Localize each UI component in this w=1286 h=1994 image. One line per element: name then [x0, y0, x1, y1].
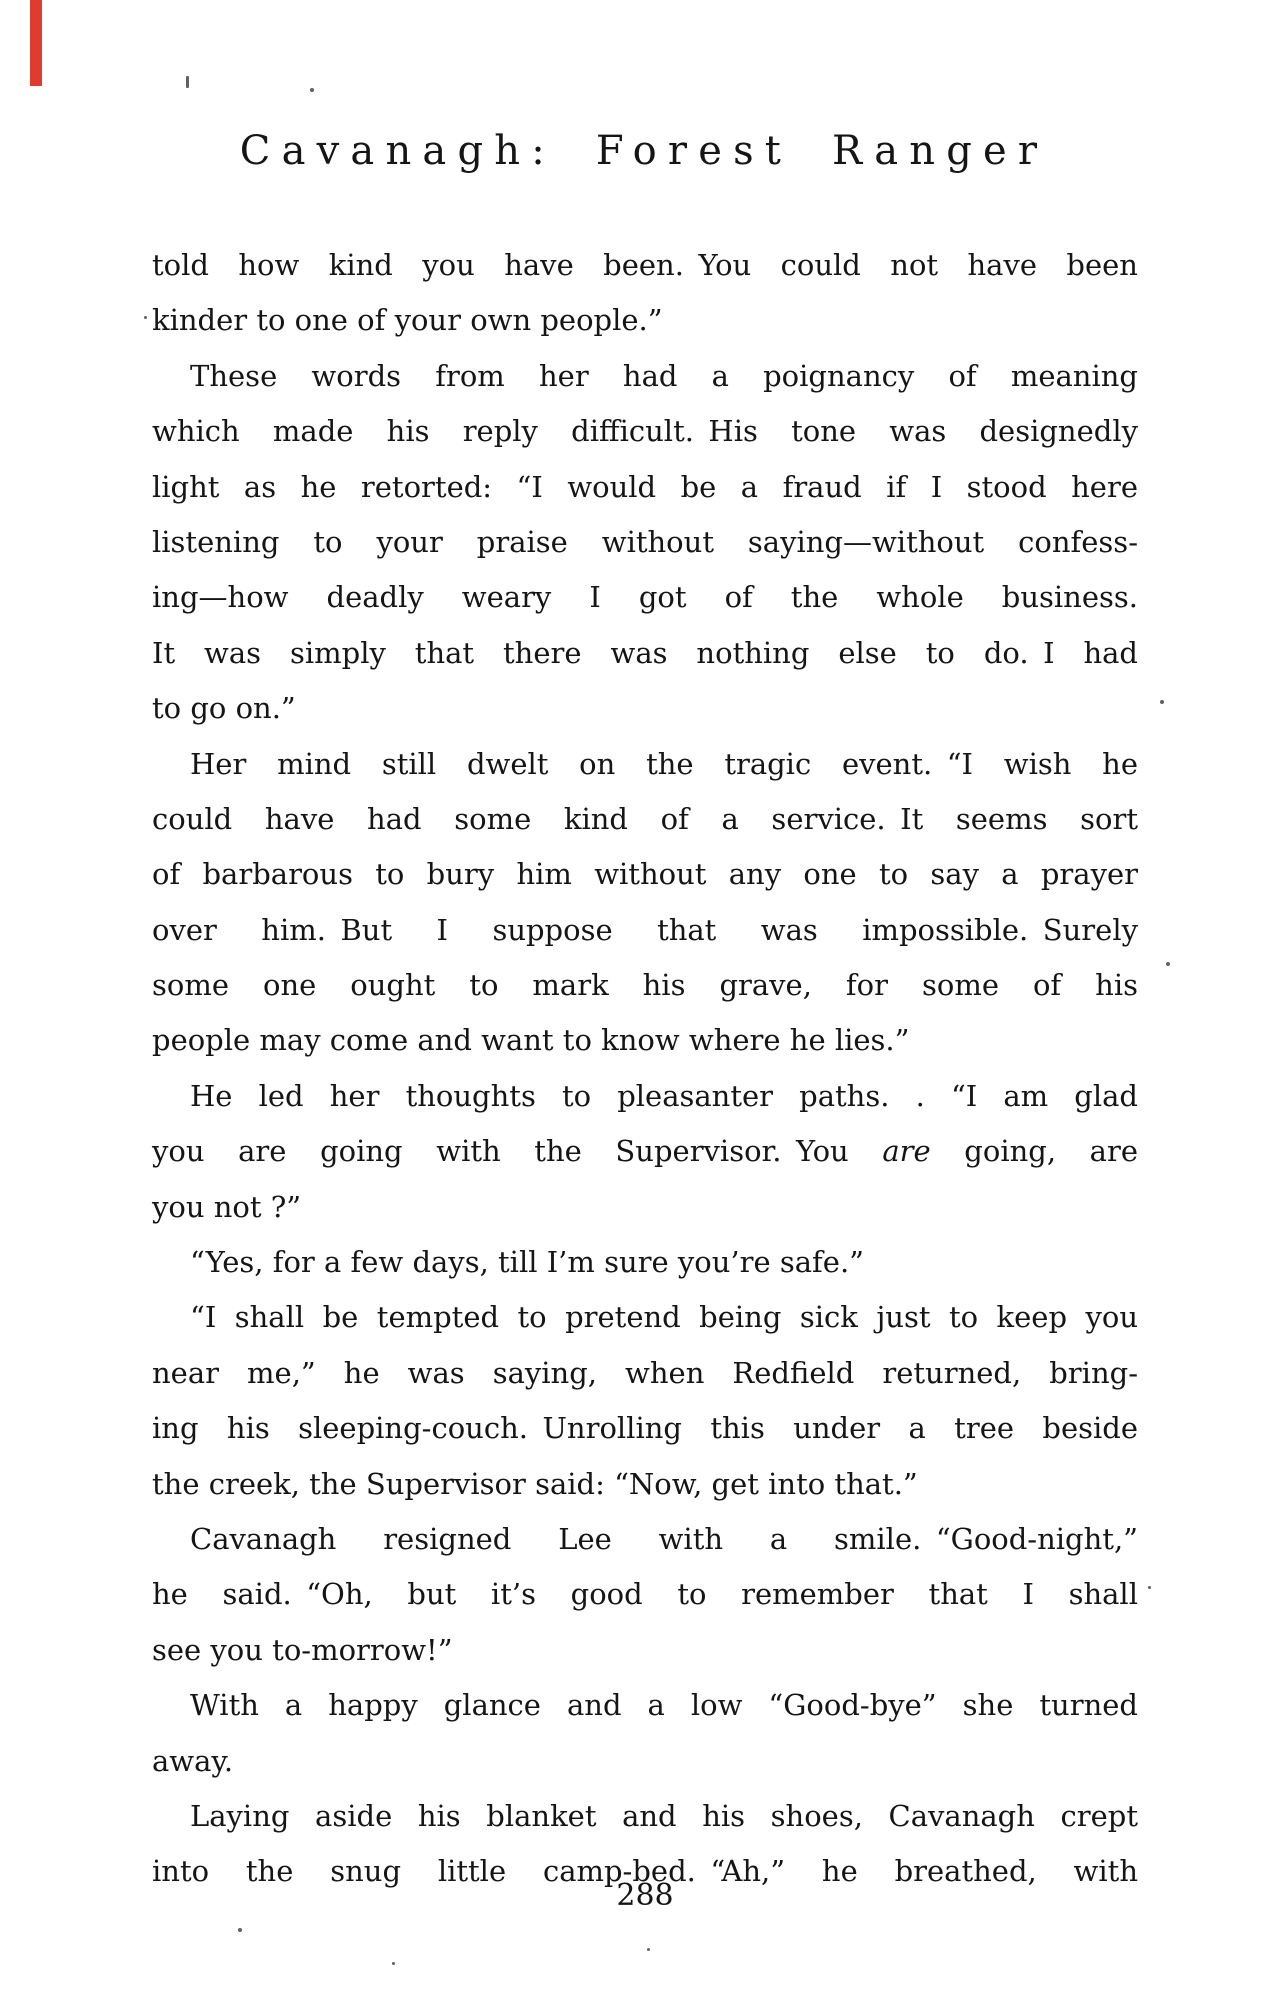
text-segment: With a happy glance and a low “Good-bye” she turned: [190, 1688, 1138, 1723]
text-segment: the creek, the Supervisor said: “Now, get into that.”: [152, 1466, 918, 1501]
text-segment: into the snug little camp-bed. “Ah,” he breathed, with: [152, 1854, 1138, 1889]
text-line: [152, 1678, 1138, 1733]
text-segment: some one ought to mark his grave, for some of his: [152, 968, 1138, 1003]
text-line: [152, 293, 1138, 348]
text-line: [152, 903, 1138, 958]
text-line: [152, 1567, 1138, 1622]
running-head-title: Cavanagh: Forest Ranger: [239, 128, 1049, 174]
text-line: [152, 1346, 1138, 1401]
text-segment: could have had some kind of a service. It seems sort: [152, 801, 1138, 836]
text-block: [152, 238, 1138, 1900]
text-segment: he said. “Oh, but it’s good to remember that I shall: [152, 1577, 1138, 1612]
text-line: [152, 1290, 1138, 1345]
text-line: [152, 404, 1138, 459]
text-line: [152, 737, 1138, 792]
text-line: [152, 349, 1138, 404]
text-segment: you not ?”: [152, 1189, 302, 1224]
text-segment: see you to-morrow!”: [152, 1632, 453, 1667]
scan-speck: [392, 1962, 395, 1965]
text-segment: people may come and want to know where he lies.”: [152, 1023, 910, 1058]
text-line: [152, 1124, 1138, 1179]
italic-word: are: [882, 1134, 931, 1169]
text-segment: going, are: [930, 1134, 1138, 1169]
text-line: [152, 626, 1138, 681]
scan-speck: [238, 1928, 242, 1932]
scan-speck: [647, 1948, 650, 1951]
text-line: [152, 515, 1138, 570]
text-segment: It was simply that there was nothing else to do. I had: [152, 635, 1138, 670]
scan-speck: [310, 88, 314, 92]
text-line: [152, 570, 1138, 625]
page-number: 288: [616, 1878, 674, 1913]
text-segment: He led her thoughts to pleasanter paths. . “I am glad: [190, 1078, 1138, 1113]
scan-speck: [186, 76, 189, 88]
text-line: [152, 1013, 1138, 1068]
text-line: [152, 1789, 1138, 1844]
text-line: [152, 1734, 1138, 1789]
text-line: [152, 1457, 1138, 1512]
text-line: [152, 1235, 1138, 1290]
text-segment: Cavanagh resigned Lee with a smile. “Good-night,”: [190, 1521, 1138, 1556]
text-segment: of barbarous to bury him without any one to say a prayer: [152, 857, 1138, 892]
text-segment: ing—how deadly weary I got of the whole business.: [152, 580, 1138, 615]
text-segment: These words from her had a poignancy of meaning: [190, 358, 1138, 393]
text-line: [152, 792, 1138, 847]
text-segment: Laying aside his blanket and his shoes, Cavanagh crept: [190, 1798, 1138, 1833]
text-segment: which made his reply difficult. His tone was designedly: [152, 414, 1138, 449]
text-segment: away.: [152, 1743, 234, 1778]
text-segment: to go on.”: [152, 691, 296, 726]
red-edge-mark: [30, 0, 42, 86]
text-segment: light as he retorted: “I would be a fraud if I stood here: [152, 469, 1138, 504]
text-segment: you are going with the Supervisor. You: [152, 1134, 883, 1169]
text-line: [152, 958, 1138, 1013]
text-segment: ing his sleeping-couch. Unrolling this under a tree beside: [152, 1411, 1138, 1446]
text-line: [152, 1512, 1138, 1567]
scan-speck: [1148, 1586, 1151, 1589]
text-line: [152, 1069, 1138, 1124]
scan-speck: [1166, 962, 1170, 966]
text-segment: over him. But I suppose that was impossible. Surely: [152, 912, 1138, 947]
text-line: [152, 847, 1138, 902]
text-segment: “I shall be tempted to pretend being sick just to keep you: [190, 1300, 1138, 1335]
text-segment: kinder to one of your own people.”: [152, 303, 663, 338]
text-line: [152, 1401, 1138, 1456]
text-line: [152, 238, 1138, 293]
text-line: [152, 1623, 1138, 1678]
text-segment: near me,” he was saying, when Redfield returned, bring-: [152, 1355, 1138, 1390]
text-line: [152, 681, 1138, 736]
text-segment: “Yes, for a few days, till I’m sure you’re safe.”: [190, 1245, 864, 1280]
text-line: [152, 1180, 1138, 1235]
text-segment: listening to your praise without saying—without confess-: [152, 524, 1138, 559]
scan-speck: [1160, 700, 1164, 704]
scan-speck: [144, 316, 147, 319]
text-segment: told how kind you have been. You could not have been: [152, 248, 1138, 282]
text-line: [152, 460, 1138, 515]
text-segment: Her mind still dwelt on the tragic event. “I wish he: [190, 746, 1138, 781]
